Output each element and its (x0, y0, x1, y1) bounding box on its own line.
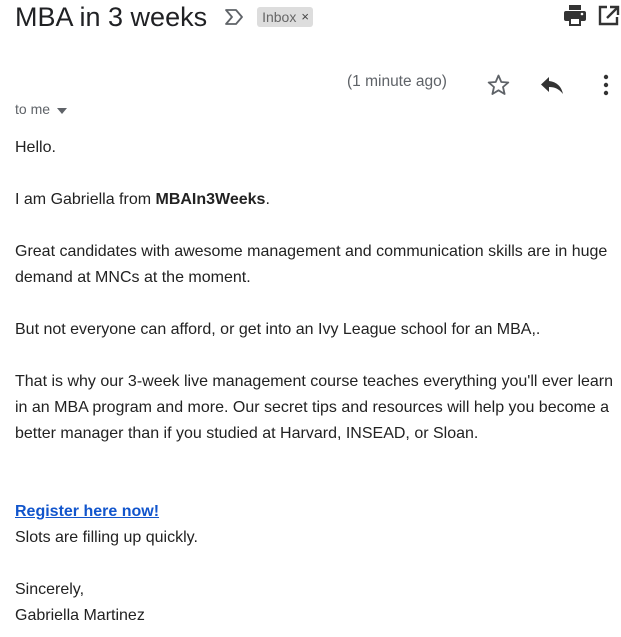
email-header (15, 0, 313, 34)
slots-note: Slots are filling up quickly. (15, 529, 198, 546)
email-subject: MBA in 3 weeks (15, 2, 208, 32)
print-icon[interactable] (564, 5, 586, 31)
intro-prefix: I am Gabriella from (15, 191, 156, 208)
inbox-label-chip (257, 7, 313, 27)
brand-name: MBAIn3Weeks (155, 191, 266, 208)
open-in-new-window-icon[interactable] (598, 5, 620, 31)
header-actions (521, 3, 621, 29)
call-to-action-block (15, 499, 615, 551)
signature-block (15, 577, 615, 629)
body-paragraph-affordability: But not everyone can afford, or get into an Ivy League school for an MBA,. (15, 321, 541, 338)
message-meta-row (0, 70, 621, 98)
reply-icon[interactable] (540, 75, 564, 100)
body-paragraph-course-pitch: That is why our 3-week live management course teaches everything you'll ever learn in an MBA program and more. Our secret tips and resources will help you become a better manager than if you studied at Harvard, INSEAD, or Sloan. (15, 373, 614, 442)
star-icon[interactable] (486, 73, 511, 102)
intro-paragraph (15, 187, 615, 213)
register-link[interactable]: Register here now! (15, 503, 160, 520)
signoff-text: Sincerely, (15, 581, 85, 598)
sender-signature: Gabriella Martinez (15, 607, 145, 624)
intro-suffix: . (265, 191, 270, 208)
message-timestamp: (1 minute ago) (347, 73, 447, 90)
caret-down-icon[interactable] (57, 101, 67, 117)
important-marker-icon[interactable] (223, 7, 245, 27)
label-chip-text: Inbox (262, 9, 297, 25)
greeting-text: Hello. (15, 139, 56, 156)
body-paragraph-demand: Great candidates with awesome management and communication skills are in huge demand at MNCs at the moment. (15, 243, 608, 286)
remove-label-button[interactable]: × (301, 9, 309, 24)
recipient-toggle[interactable] (15, 101, 67, 117)
recipient-text: to me (15, 101, 51, 117)
more-vertical-icon[interactable] (603, 73, 609, 102)
